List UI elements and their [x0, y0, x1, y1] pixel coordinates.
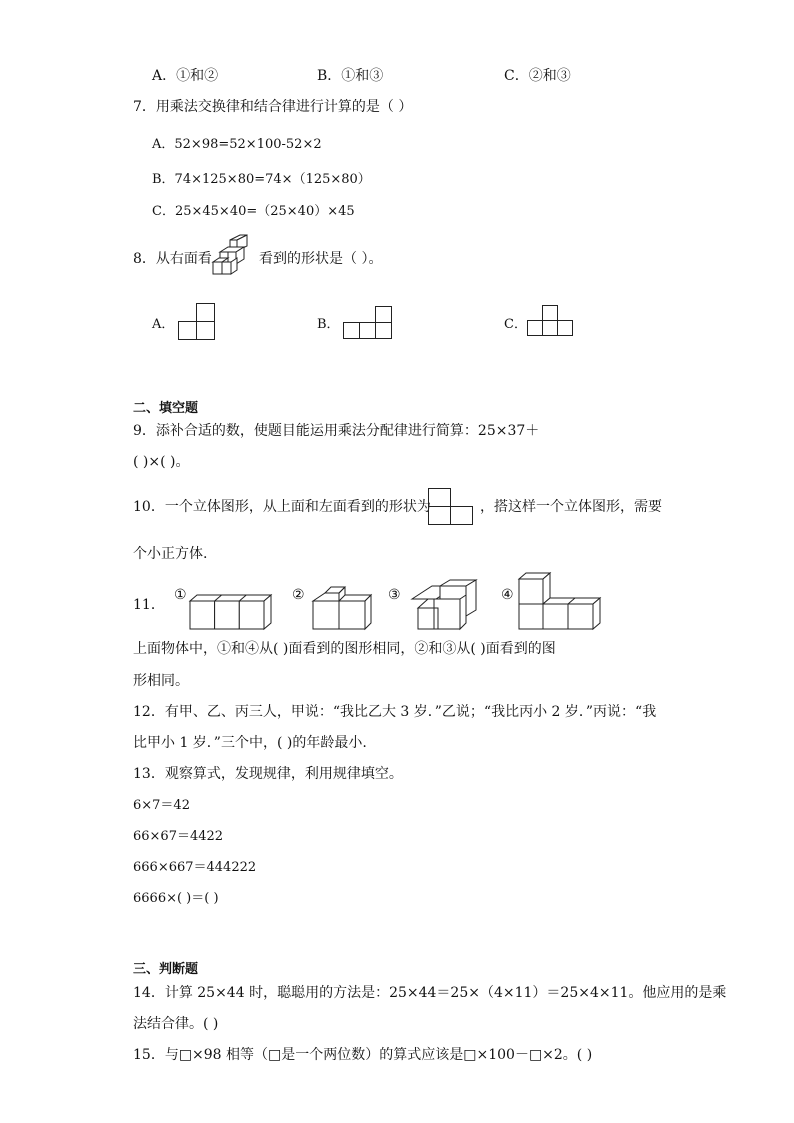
q8-option-c-shape	[527, 304, 575, 338]
q8-prefix: 8．从右面看	[133, 251, 212, 267]
q7-option-b: B．74×125×80=74×（125×80）	[152, 172, 371, 187]
q6-option-b: B．①和③	[317, 68, 384, 84]
q11-object-2	[311, 585, 373, 632]
q11-object-1	[188, 592, 274, 632]
q13-line-4: 6666×( )＝( )	[133, 891, 219, 906]
q14-line2: 法结合律。( )	[133, 1016, 219, 1032]
q13-line-2: 66×67＝4422	[133, 829, 224, 844]
q8-suffix: 看到的形状是（ ）。	[259, 251, 383, 267]
q10-view-figure	[428, 487, 476, 527]
q12-line1: 12．有甲、乙、丙三人，甲说：“我比乙大 3 岁．”乙说；“我比丙小 2 岁．”丙说：“我	[133, 704, 657, 720]
section-judgement-title: 三、判断题	[133, 962, 199, 977]
q15-line1: 15．与□×98 相等（□是一个两位数）的算式应该是□×100－□×2。( )	[133, 1047, 593, 1063]
q11-label-2: ②	[292, 587, 305, 603]
q11-label-1: ①	[174, 587, 187, 603]
q6-option-c: C．②和③	[504, 68, 571, 84]
q10-line2: 个小正方体.	[133, 546, 208, 562]
q10-suffix: ，搭这样一个立体图形，需要	[480, 499, 662, 515]
q13-line-1: 6×7＝42	[133, 798, 190, 813]
section-fill-in-title: 二、填空题	[133, 401, 199, 416]
q14-line1: 14．计算 25×44 时，聪聪用的方法是：25×44＝25×（4×11）＝25×4×11。他应用的是乘	[133, 985, 727, 1001]
q12-line2: 比甲小 1 岁．”三个中，( )的年龄最小.	[133, 735, 367, 751]
q11-line2: 形相同。	[133, 673, 189, 689]
q11-label-3: ③	[388, 587, 401, 603]
q11-object-3	[410, 578, 480, 632]
q7-option-a: A．52×98=52×100-52×2	[152, 137, 322, 152]
q8-option-b-shape	[343, 305, 395, 341]
q9-line2: ( )×( )。	[133, 454, 190, 470]
q8-option-a-shape	[178, 302, 218, 342]
q11-label-4: ④	[501, 587, 514, 603]
q13-stem: 13．观察算式，发现规律，利用规律填空。	[133, 766, 403, 782]
q9-line1: 9．添补合适的数，使题目能运用乘法分配律进行简算：25×37＋	[133, 423, 540, 439]
q10-prefix: 10．一个立体图形，从上面和左面看到的形状为	[133, 499, 431, 515]
q8-solid-figure	[210, 232, 256, 278]
q11-line1: 上面物体中，①和④从( )面看到的图形相同，②和③从( )面看到的图	[133, 641, 556, 657]
q13-line-3: 666×667＝444222	[133, 860, 257, 875]
q7-option-c: C．25×45×40=（25×40）×45	[152, 204, 355, 219]
q11-number: 11．	[133, 597, 165, 613]
q11-object-4	[517, 570, 603, 632]
q8-option-b-label: B．	[317, 317, 340, 332]
q6-option-a: A．①和②	[152, 68, 219, 84]
q7-stem: 7．用乘法交换律和结合律进行计算的是（ ）	[133, 99, 413, 115]
q8-option-a-label: A．	[152, 317, 175, 332]
q8-option-c-label: C．	[504, 317, 527, 332]
